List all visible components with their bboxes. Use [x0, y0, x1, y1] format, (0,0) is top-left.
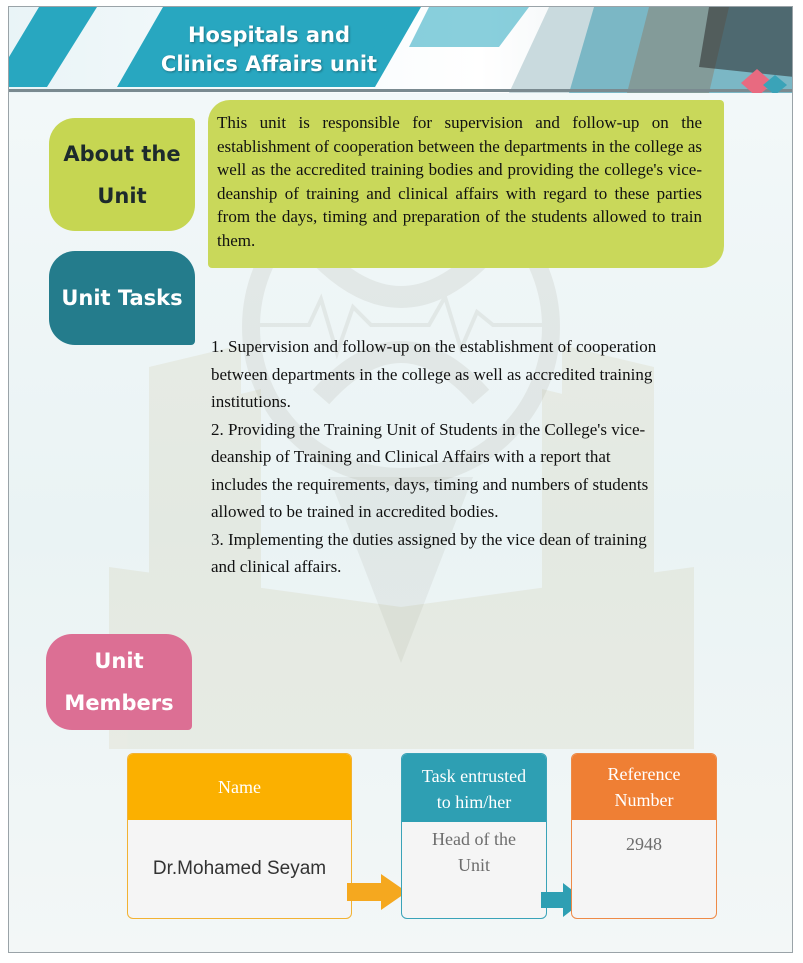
task-line: deanship of Training and Clinical Affairs with a report that: [211, 447, 611, 466]
task-line: 1. Supervision and follow-up on the establishment of cooperation: [211, 337, 657, 356]
about-label-line-2: Unit: [97, 183, 147, 208]
members-label-line-2: Members: [64, 691, 174, 715]
unit-tasks-label-text: Unit Tasks: [61, 286, 183, 310]
tasks-list: [211, 333, 746, 581]
member-task: [402, 826, 546, 886]
task-header-line-1: Task entrusted: [421, 766, 527, 786]
reference-header-line-2: Number: [614, 790, 674, 810]
member-name: Dr.Mohamed Seyam: [152, 858, 327, 879]
page-title: [149, 21, 389, 79]
unit-members-label: [46, 634, 192, 730]
about-description: This unit is responsible for supervision and follow-up on the establishment of cooperation between the departments in the college as well as the accredited training bodies and providing the college's vice-deanship of training and clinical affairs with regard to these parties from the days, timing and preparation of the students allowed to train them.: [208, 100, 724, 268]
banner-graphic: [9, 7, 793, 93]
member-task-card: [401, 753, 547, 919]
member-task-line-2: Unit: [457, 855, 490, 875]
page-title-line-2: Clinics Affairs unit: [160, 52, 378, 76]
header-banner: [9, 7, 793, 93]
page-title-line-1: Hospitals and: [187, 23, 351, 47]
members-label-line-1: Unit: [94, 649, 144, 673]
task-line: between departments in the college as well as accredited training: [211, 364, 653, 384]
task-line: allowed to be trained in accredited bodies.: [211, 502, 499, 521]
member-name-card: [127, 753, 352, 919]
arrow-right-icon: [347, 874, 407, 914]
reference-header-line-1: Reference: [607, 764, 681, 784]
name-column-header: Name: [128, 754, 351, 820]
task-column-header: [402, 754, 546, 822]
task-line: includes the requirements, days, timing and numbers of students: [211, 474, 649, 494]
task-header-line-2: to him/her: [436, 792, 512, 812]
task-line: and clinical affairs.: [211, 557, 342, 576]
task-line: 2. Providing the Training Unit of Students in the College's vice-: [211, 419, 646, 439]
task-line: institutions.: [211, 392, 291, 411]
task-line: 3. Implementing the duties assigned by the vice dean of training: [211, 529, 647, 549]
reference-column-header: [572, 754, 716, 820]
about-the-unit-label: [49, 118, 195, 231]
member-task-line-1: Head of the: [432, 829, 516, 849]
member-reference-number: 2948: [626, 834, 662, 854]
member-reference-card: [571, 753, 717, 919]
about-label-line-1: About the: [63, 141, 181, 166]
unit-tasks-label: [49, 251, 195, 345]
document-frame: [8, 6, 793, 953]
